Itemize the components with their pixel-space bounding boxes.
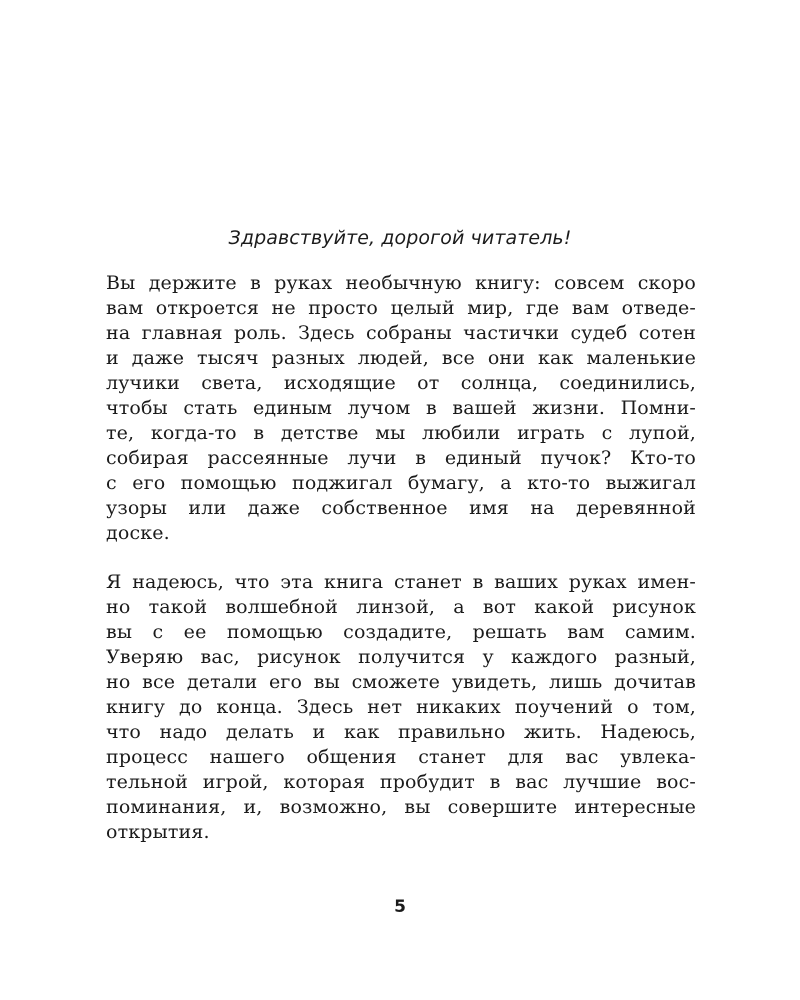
text-line: на главная роль. Здесь собраны частички судеб сотен <box>106 322 696 344</box>
paragraph-1 <box>106 271 696 546</box>
text-line: и даже тысяч разных людей, все они как маленькие <box>106 347 696 369</box>
text-line: чтобы стать единым лучом в вашей жизни. Помни- <box>106 397 696 419</box>
greeting-heading: Здравствуйте, дорогой читатель! <box>228 227 572 249</box>
text-line: Уверяю вас, рисунок получится у каждого разный, <box>106 646 696 668</box>
text-line: что надо делать и как правильно жить. Надеюсь, <box>106 721 696 743</box>
text-line: книгу до конца. Здесь нет никаких поучений о том, <box>106 696 696 718</box>
text-line: но такой волшебной линзой, а вот какой рисунок <box>106 596 696 618</box>
text-line: поминания, и, возможно, вы совершите интересные <box>106 796 696 818</box>
text-line: Вы держите в руках необычную книгу: совсем скоро <box>106 272 696 294</box>
text-line: с его помощью поджигал бумагу, а кто-то выжигал <box>106 472 696 494</box>
text-line: доске. <box>106 522 170 544</box>
text-line: но все детали его вы сможете увидеть, лишь дочитав <box>106 671 696 693</box>
text-line: лучики света, исходящие от солнца, соединились, <box>106 372 696 394</box>
text-line: тельной игрой, которая пробудит в вас лучшие вос- <box>106 771 696 793</box>
text-line: вам откроется не просто целый мир, где вам отведе- <box>106 297 696 319</box>
text-line: открытия. <box>106 821 210 843</box>
text-line: процесс нашего общения станет для вас увлека- <box>106 746 696 768</box>
text-line: узоры или даже собственное имя на деревянной <box>106 497 696 519</box>
page-number: 5 <box>394 897 406 917</box>
paragraph-2 <box>106 570 696 845</box>
text-line: Я надеюсь, что эта книга станет в ваших руках имен- <box>106 571 696 593</box>
text-line: вы с ее помощью создадите, решать вам самим. <box>106 621 696 643</box>
text-line: те, когда-то в детстве мы любили играть с лупой, <box>106 422 696 444</box>
text-line: собирая рассеянные лучи в единый пучок? Кто-то <box>106 447 696 469</box>
